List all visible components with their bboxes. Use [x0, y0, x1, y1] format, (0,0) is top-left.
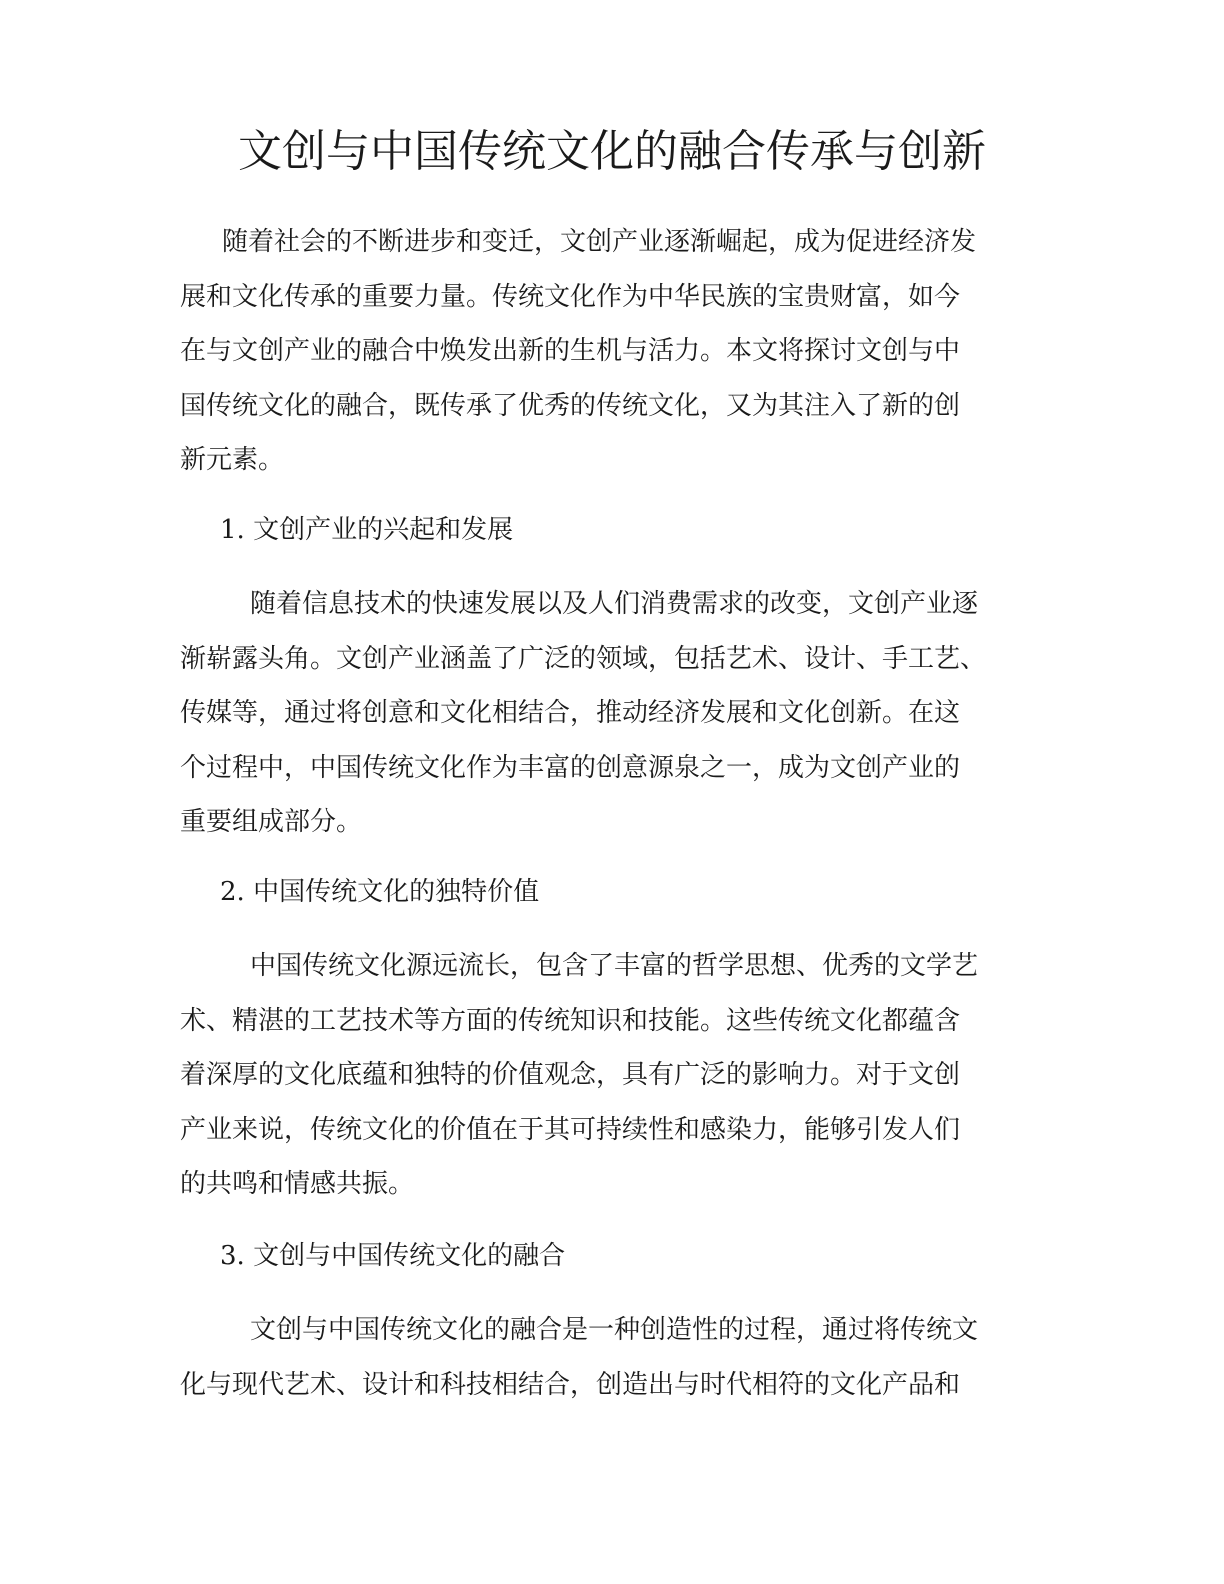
paragraph-line: 传媒等，通过将创意和文化相结合，推动经济发展和文化创新。在这 [180, 698, 961, 728]
paragraph-line: 文创与中国传统文化的融合是一种创造性的过程，通过将传统文 [250, 1315, 979, 1345]
intro-paragraph [180, 215, 976, 488]
paragraph-line: 的共鸣和情感共振。 [180, 1169, 415, 1199]
paragraph-line: 术、精湛的工艺技术等方面的传统知识和技能。这些传统文化都蕴含 [180, 1005, 961, 1036]
section-heading-1: 1. 文创产业的兴起和发展 [220, 515, 514, 545]
section-2-paragraph [180, 939, 978, 1212]
paragraph-line: 渐崭露头角。文创产业涵盖了广泛的领域，包括艺术、设计、手工艺、 [180, 643, 987, 674]
section-3-paragraph [180, 1303, 978, 1412]
paragraph-line: 中国传统文化源远流长，包含了丰富的哲学思想、优秀的文学艺 [250, 951, 979, 981]
section-heading-2: 2. 中国传统文化的独特价值 [220, 877, 540, 907]
paragraph-line: 国传统文化的融合，既传承了优秀的传统文化，又为其注入了新的创 [180, 390, 961, 421]
document-title: 文创与中国传统文化的融合传承与创新 [238, 126, 986, 177]
paragraph-line: 重要组成部分。 [180, 807, 363, 837]
section-heading-3: 3. 文创与中国传统文化的融合 [220, 1241, 566, 1271]
paragraph-line: 化与现代艺术、设计和科技相结合，创造出与时代相符的文化产品和 [180, 1369, 961, 1400]
paragraph-line: 产业来说，传统文化的价值在于其可持续性和感染力，能够引发人们 [180, 1114, 961, 1145]
paragraph-line: 新元素。 [180, 445, 285, 475]
paragraph-line: 个过程中，中国传统文化作为丰富的创意源泉之一，成为文创产业的 [180, 752, 961, 783]
section-1-paragraph [180, 577, 986, 850]
paragraph-line: 展和文化传承的重要力量。传统文化作为中华民族的宝贵财富，如今 [180, 281, 961, 312]
paragraph-line: 着深厚的文化底蕴和独特的价值观念，具有广泛的影响力。对于文创 [180, 1060, 961, 1090]
paragraph-line: 随着社会的不断进步和变迁，文创产业逐渐崛起，成为促进经济发 [222, 227, 977, 257]
paragraph-line: 在与文创产业的融合中焕发出新的生机与活力。本文将探讨文创与中 [180, 336, 961, 366]
paragraph-line: 随着信息技术的快速发展以及人们消费需求的改变，文创产业逐 [250, 589, 979, 619]
